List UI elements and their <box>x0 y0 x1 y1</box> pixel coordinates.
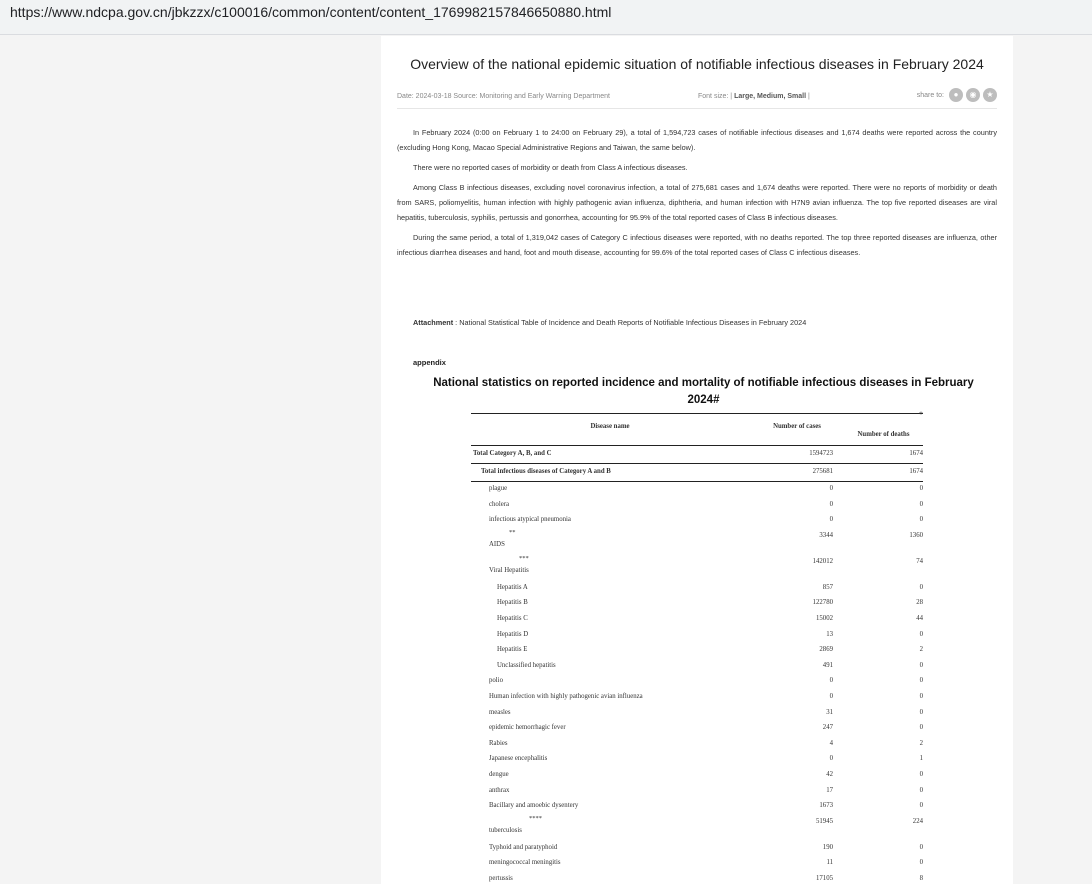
cell-cases: 17105 <box>816 874 833 882</box>
cell-disease-name: Total infectious diseases of Category A and B <box>481 468 611 475</box>
cell-deaths: 0 <box>919 516 923 524</box>
table-row <box>471 674 923 690</box>
table-title: National statistics on reported incidence and mortality of notifiable infectious diseases in February 2024# <box>433 377 974 406</box>
cell-footnote-mark: ** <box>509 528 516 536</box>
cell-cases: 0 <box>829 677 833 685</box>
table-row <box>471 498 923 514</box>
cell-deaths: 0 <box>919 802 923 810</box>
cell-deaths: 1674 <box>909 468 923 475</box>
paragraph: During the same period, a total of 1,319,042 cases of Category C infectious diseases were reported, with no deaths reported. The top three reported diseases are influenza, other infectious diarrhea diseases and hand, foot and mouth disease, accounting for 99.6% of the total reported cases of Class C infectious diseases. <box>397 233 997 257</box>
cell-disease-name: Hepatitis E <box>497 646 528 654</box>
cell-deaths: 0 <box>919 677 923 685</box>
article-meta <box>397 88 997 106</box>
cell-deaths: 2 <box>919 646 923 654</box>
cell-footnote-mark: **** <box>529 814 542 822</box>
table-header <box>471 410 923 446</box>
cell-cases: 31 <box>826 708 833 716</box>
table-row <box>471 768 923 784</box>
table-row <box>471 612 923 628</box>
cell-cases: 190 <box>822 843 833 851</box>
table-row <box>471 628 923 644</box>
weibo-icon[interactable]: ◉ <box>966 88 980 102</box>
cell-disease-name: tuberculosis <box>489 826 522 834</box>
cell-deaths: 0 <box>919 724 923 732</box>
cell-deaths: 224 <box>912 817 923 825</box>
cell-disease-name: Human infection with highly pathogenic avian influenza <box>489 692 643 700</box>
cell-deaths: 28 <box>916 599 923 607</box>
cell-disease-name: Bacillary and amoebic dysentery <box>489 802 579 810</box>
url-text[interactable]: https://www.ndcpa.gov.cn/jbkzzx/c100016/common/content/content_1769982157846650880.html <box>10 4 612 20</box>
cell-disease-name: anthrax <box>489 786 510 794</box>
cell-deaths: 0 <box>919 708 923 716</box>
table-row <box>471 596 923 612</box>
cell-cases: 15002 <box>816 614 833 622</box>
cell-cases: 1594723 <box>809 450 833 457</box>
attachment-link[interactable]: : National Statistical Table of Incidence and Death Reports of Notifiable Infectious Diseases in February 2024 <box>455 318 807 327</box>
table-row <box>471 799 923 815</box>
cell-deaths: 0 <box>919 661 923 669</box>
cell-deaths: 44 <box>916 614 923 622</box>
table-row <box>471 529 923 555</box>
article-page <box>381 36 1013 884</box>
paragraph: There were no reported cases of morbidity or death from Class A infectious diseases. <box>413 163 688 172</box>
cell-cases: 3344 <box>819 531 833 539</box>
meta-divider <box>397 108 997 109</box>
cell-disease-name: measles <box>489 708 511 716</box>
cell-deaths: 1360 <box>909 531 923 539</box>
cell-cases: 491 <box>822 661 833 669</box>
cell-disease-name: Hepatitis C <box>497 614 528 622</box>
cell-deaths: 1 <box>919 755 923 763</box>
cell-deaths: 0 <box>919 583 923 591</box>
article-date-source: Date: 2024-03-18 Source: Monitoring and Early Warning Department <box>397 93 610 100</box>
cell-disease-name: Japanese encephalitis <box>489 755 548 763</box>
table-row <box>471 482 923 498</box>
cell-deaths: 0 <box>919 500 923 508</box>
font-size-end: | <box>807 93 810 100</box>
cell-deaths: 0 <box>919 843 923 851</box>
cell-deaths: 0 <box>919 630 923 638</box>
cell-cases: 13 <box>826 630 833 638</box>
font-size-label: Font size: | <box>698 93 733 100</box>
cell-cases: 0 <box>829 485 833 492</box>
cell-disease-name: meningococcal meningitis <box>489 859 561 867</box>
table-total-row <box>471 446 923 464</box>
table-row <box>471 706 923 722</box>
table-row <box>471 643 923 659</box>
cell-footnote-mark: *** <box>519 554 529 562</box>
cell-deaths: 0 <box>919 770 923 778</box>
paragraph: In February 2024 (0:00 on February 1 to 24:00 on February 29), a total of 1,594,723 cases of notifiable infectious diseases and 1,674 deaths were reported across the country (excluding Hong Kong, Macao Special Administrative Regions and Taiwan, the same below). <box>397 128 997 152</box>
cell-cases: 51945 <box>816 817 833 825</box>
cell-disease-name: Hepatitis D <box>497 630 529 638</box>
cell-cases: 2869 <box>819 646 833 654</box>
paragraph: Among Class B infectious diseases, excluding novel coronavirus infection, a total of 275,681 cases and 1,674 deaths were reported. There were no reports of morbidity or death from SARS, poliomyelitis, human infection with highly pathogenic avian influenza, diphtheria, and human infection with H7N9 avian influenza. The top five reported diseases are viral hepatitis, tuberculosis, syphilis, pertussis and gonorrhea, accounting for 95.9% of the total reported cases of Class B infectious diseases. <box>397 183 997 222</box>
qzone-icon[interactable]: ★ <box>983 88 997 102</box>
cell-cases: 1673 <box>819 802 833 810</box>
cell-deaths: 1674 <box>909 450 923 457</box>
cell-disease-name: Total Category A, B, and C <box>473 450 552 457</box>
cell-deaths: 8 <box>919 874 923 882</box>
table-row <box>471 815 923 841</box>
cell-disease-name: pertussis <box>489 874 513 882</box>
table-body <box>471 446 923 884</box>
statistics-table <box>471 410 923 884</box>
header-deaths: Number of deaths <box>857 431 910 438</box>
cell-disease-name: cholera <box>489 500 509 508</box>
cell-cases: 0 <box>829 692 833 700</box>
article-title: Overview of the national epidemic situation of notifiable infectious diseases in February 2024 <box>410 56 984 72</box>
cell-deaths: 2 <box>919 739 923 747</box>
table-row <box>471 856 923 872</box>
cell-cases: 4 <box>829 739 833 747</box>
cell-disease-name: Rabies <box>489 739 508 747</box>
cell-cases: 0 <box>829 500 833 508</box>
cell-disease-name: infectious atypical pneumonia <box>489 516 571 524</box>
cell-cases: 17 <box>826 786 833 794</box>
cell-disease-name: Unclassified hepatitis <box>497 661 556 669</box>
cell-disease-name: Hepatitis B <box>497 599 528 607</box>
cell-disease-name: Hepatitis A <box>497 583 528 591</box>
share-label: share to: <box>916 91 944 99</box>
cell-cases: 0 <box>829 516 833 524</box>
cell-disease-name: epidemic hemorrhagic fever <box>489 724 566 732</box>
cell-cases: 275681 <box>812 468 833 475</box>
table-row <box>471 690 923 706</box>
cell-cases: 0 <box>829 755 833 763</box>
appendix-label: appendix <box>413 358 446 367</box>
cell-cases: 142012 <box>812 557 833 565</box>
table-row <box>471 752 923 768</box>
header-disease-name: Disease name <box>590 423 630 430</box>
header-footnote-mark: * <box>919 410 923 419</box>
cell-cases: 247 <box>822 724 833 732</box>
table-row <box>471 872 923 884</box>
cell-deaths: 74 <box>916 557 923 565</box>
table-row <box>471 737 923 753</box>
cell-disease-name: AIDS <box>489 540 505 548</box>
article-body <box>397 125 997 265</box>
cell-disease-name: Viral Hepatitis <box>489 566 529 574</box>
cell-disease-name: polio <box>489 677 503 685</box>
cell-deaths: 0 <box>919 786 923 794</box>
cell-deaths: 0 <box>919 692 923 700</box>
cell-disease-name: Typhoid and paratyphoid <box>489 843 558 851</box>
cell-cases: 11 <box>826 859 833 867</box>
cell-cases: 42 <box>826 770 833 778</box>
table-row <box>471 513 923 529</box>
table-row <box>471 581 923 597</box>
header-cases: Number of cases <box>773 423 821 430</box>
wechat-icon[interactable]: ● <box>949 88 963 102</box>
table-row <box>471 659 923 675</box>
attachment-label: Attachment <box>413 318 454 327</box>
table-row <box>471 841 923 857</box>
table-row <box>471 721 923 737</box>
share-bar <box>917 88 997 102</box>
cell-cases: 122780 <box>812 599 833 607</box>
font-size-options[interactable]: Large, Medium, Small <box>734 93 807 100</box>
table-total-row <box>471 464 923 482</box>
cell-deaths: 0 <box>919 485 923 492</box>
cell-deaths: 0 <box>919 859 923 867</box>
cell-cases: 857 <box>822 583 833 591</box>
attachment <box>413 318 806 327</box>
address-bar[interactable] <box>0 0 1092 35</box>
font-size-control <box>698 93 810 100</box>
cell-disease-name: dengue <box>489 770 509 778</box>
cell-disease-name: plague <box>489 485 508 492</box>
table-row <box>471 555 923 581</box>
table-row <box>471 784 923 800</box>
